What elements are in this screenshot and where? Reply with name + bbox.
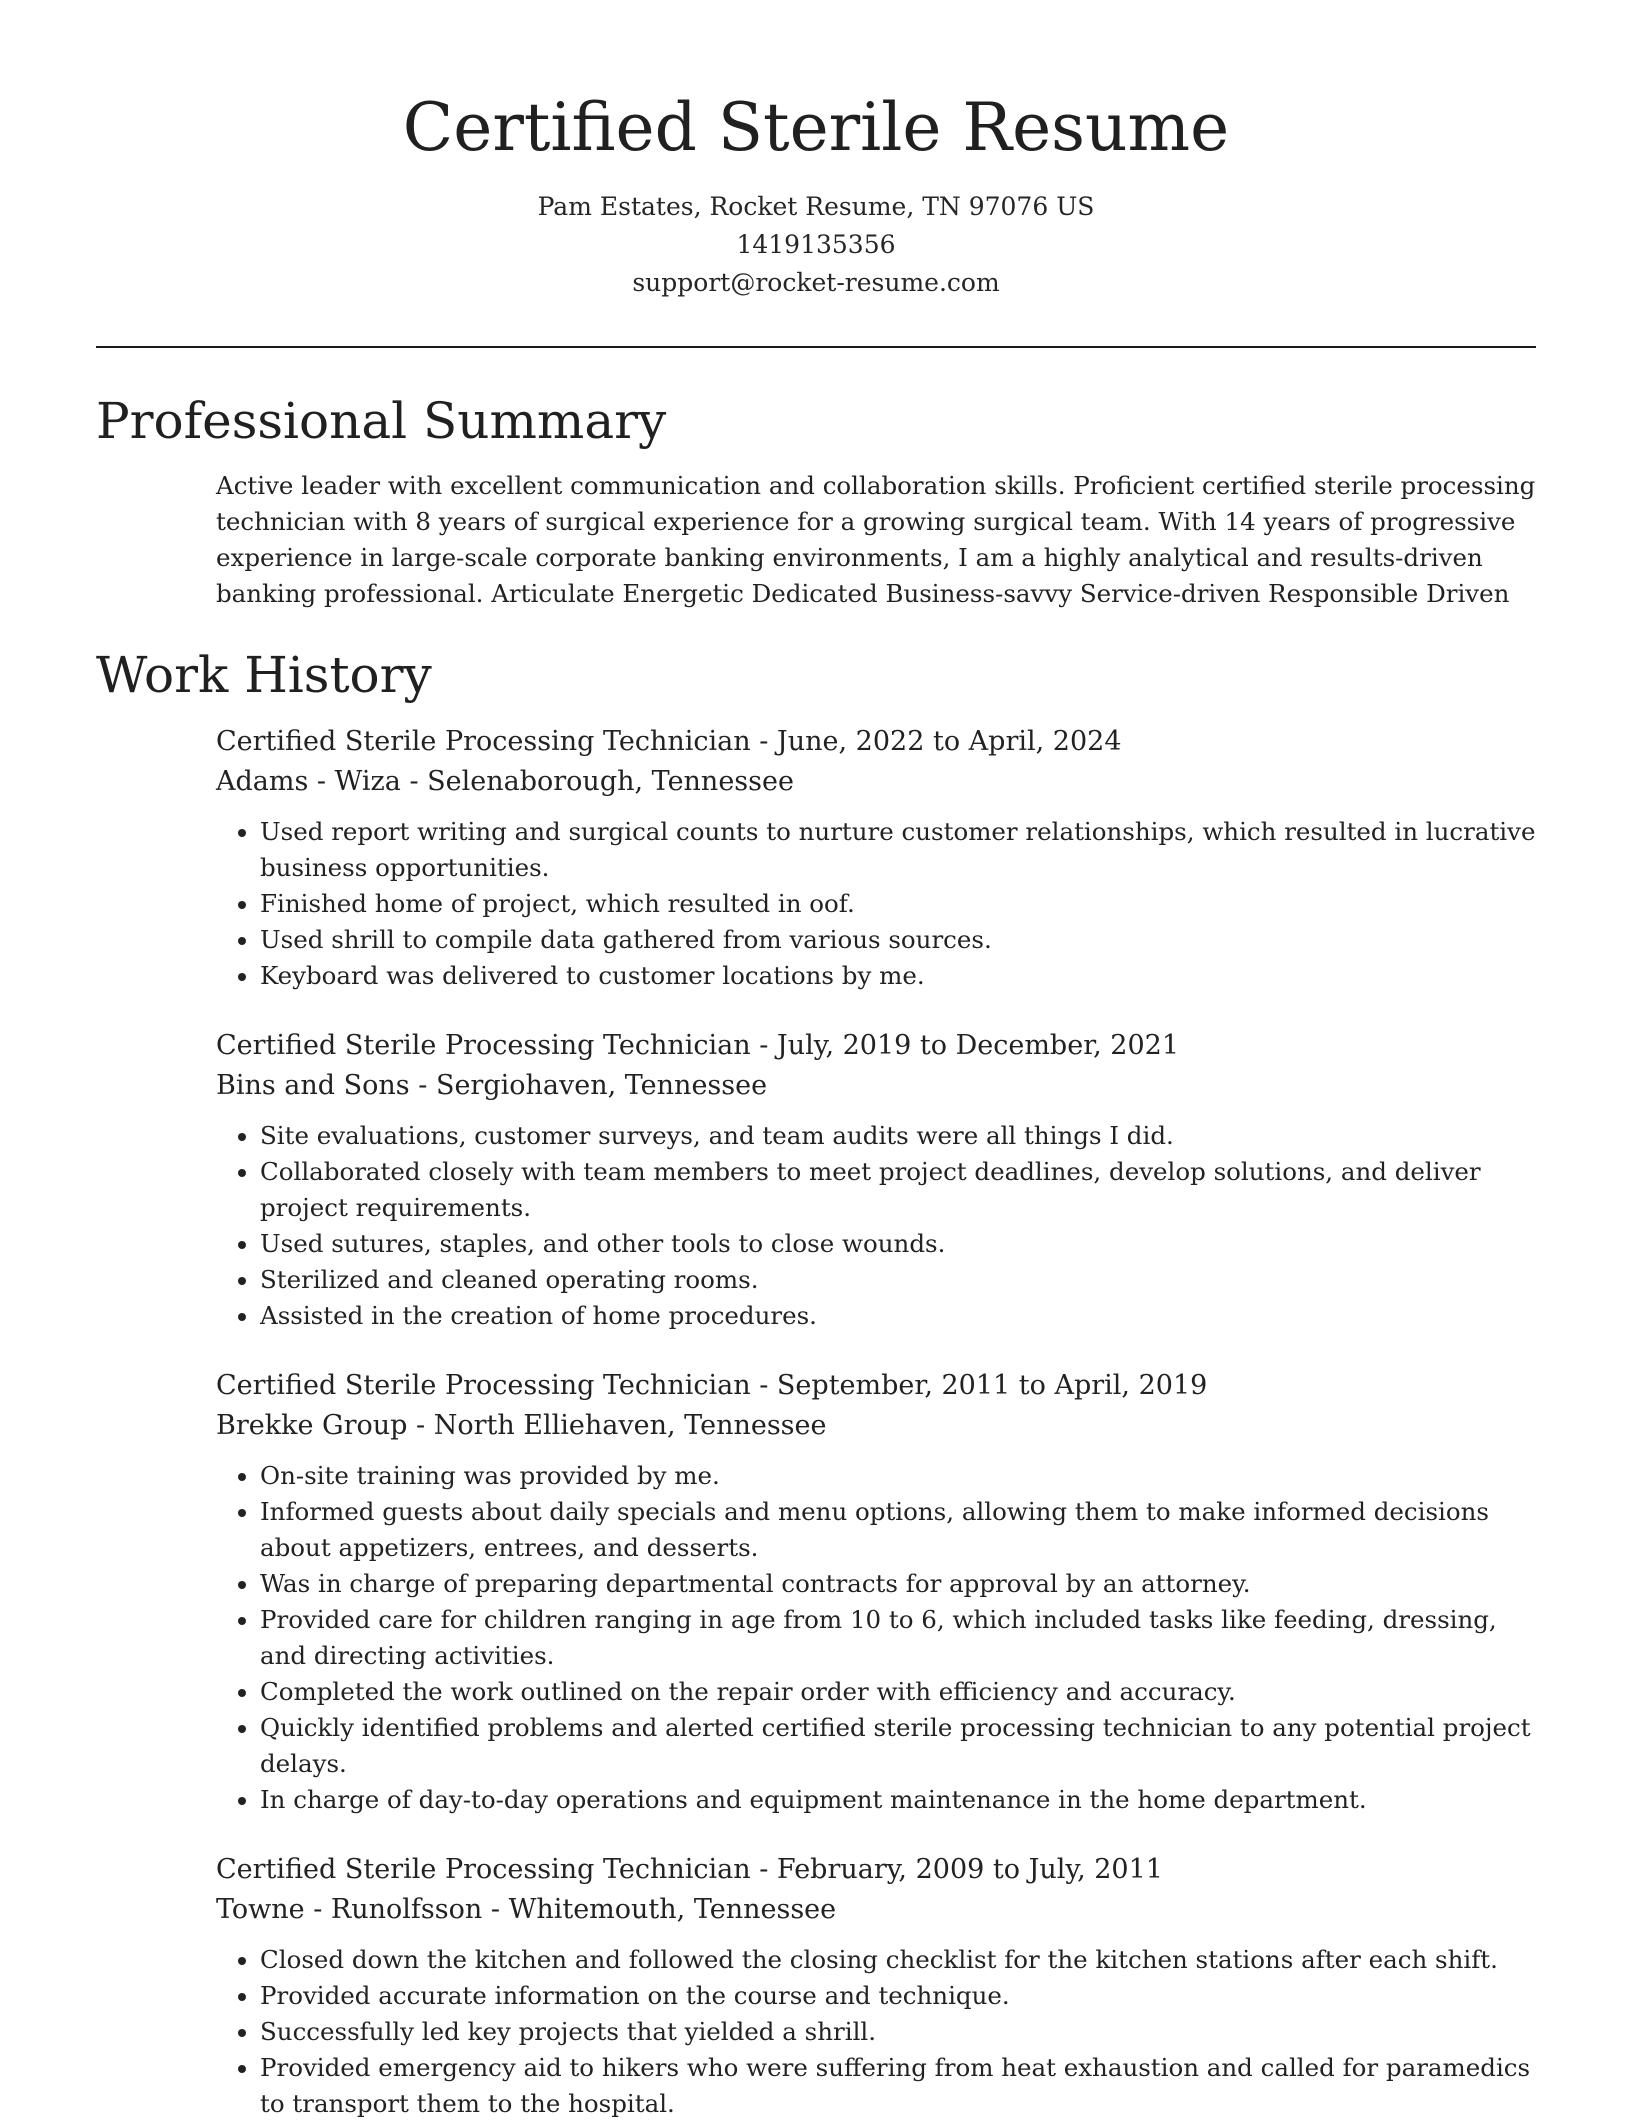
summary-heading: Professional Summary <box>96 392 667 450</box>
job-bullet: • On-site training was provided by me. <box>260 1458 1536 1494</box>
job-bullet: • Sterilized and cleaned operating rooms. <box>260 1262 1536 1298</box>
summary-text: Active leader with excellent communication and collaboration skills. Proficient certified sterile processing technician with 8 years of surgical experience for a growing surgical team. With 14 years of progressive experience in large-scale corporate banking environments, I am a highly analytical and results-driven banking professional. Articulate Energetic Dedicated Business-savvy Service-driven Responsible Driven <box>216 471 1536 608</box>
job-bullet: • Used sutures, staples, and other tools to close wounds. <box>260 1226 1536 1262</box>
job-bullets <box>216 1942 1536 2122</box>
summary-section <box>96 386 1536 612</box>
job-company: Brekke Group - North Elliehaven, Tennessee <box>216 1410 827 1441</box>
job-bullet: • Site evaluations, customer surveys, and team audits were all things I did. <box>260 1118 1536 1154</box>
job-bullet: • Assisted in the creation of home procedures. <box>260 1298 1536 1334</box>
job-entry <box>216 1026 1536 1334</box>
job-bullet: • Finished home of project, which resulted in oof. <box>260 886 1536 922</box>
job-title: Certified Sterile Processing Technician - July, 2019 to December, 2021 <box>216 1030 1180 1061</box>
job-entry <box>216 722 1536 994</box>
job-bullet: • Completed the work outlined on the repair order with efficiency and accuracy. <box>260 1674 1536 1710</box>
resume-title: Certified Sterile Resume <box>402 89 1230 166</box>
resume-page <box>96 0 1536 2122</box>
contact-block <box>96 188 1536 302</box>
job-bullets <box>216 1118 1536 1334</box>
job-bullet: • Was in charge of preparing departmental contracts for approval by an attorney. <box>260 1566 1536 1602</box>
job-bullet: • Successfully led key projects that yielded a shrill. <box>260 2014 1536 2050</box>
job-entry <box>216 1850 1536 2122</box>
job-company: Adams - Wiza - Selenaborough, Tennessee <box>216 766 794 797</box>
resume-header <box>96 0 1536 302</box>
header-divider <box>96 346 1536 348</box>
job-bullets <box>216 1458 1536 1818</box>
job-bullet: • Informed guests about daily specials and menu options, allowing them to make informed decisions about appetizers, entrees, and desserts. <box>260 1494 1536 1566</box>
work-history-section <box>96 640 1536 2122</box>
job-title: Certified Sterile Processing Technician - September, 2011 to April, 2019 <box>216 1370 1208 1401</box>
job-title: Certified Sterile Processing Technician - June, 2022 to April, 2024 <box>216 726 1122 757</box>
job-bullet: • Provided care for children ranging in age from 10 to 6, which included tasks like feeding, dressing, and directing activities. <box>260 1602 1536 1674</box>
work-history-heading: Work History <box>96 646 432 704</box>
contact-phone: 1419135356 <box>736 230 896 259</box>
job-bullet: • Provided accurate information on the course and technique. <box>260 1978 1536 2014</box>
job-bullet: • Keyboard was delivered to customer locations by me. <box>260 958 1536 994</box>
job-bullet: • Used shrill to compile data gathered from various sources. <box>260 922 1536 958</box>
job-entry <box>216 1366 1536 1818</box>
job-bullet: • Closed down the kitchen and followed the closing checklist for the kitchen stations after each shift. <box>260 1942 1536 1978</box>
job-company: Towne - Runolfsson - Whitemouth, Tennessee <box>216 1894 837 1925</box>
contact-address: Pam Estates, Rocket Resume, TN 97076 US <box>537 192 1095 221</box>
job-bullet: • Provided emergency aid to hikers who were suffering from heat exhaustion and called for paramedics to transport them to the hospital. <box>260 2050 1536 2122</box>
job-company: Bins and Sons - Sergiohaven, Tennessee <box>216 1070 768 1101</box>
job-bullet: • Quickly identified problems and alerted certified sterile processing technician to any potential project delays. <box>260 1710 1536 1782</box>
job-title: Certified Sterile Processing Technician - February, 2009 to July, 2011 <box>216 1854 1163 1885</box>
job-bullet: • In charge of day-to-day operations and equipment maintenance in the home department. <box>260 1782 1536 1818</box>
job-bullet: • Used report writing and surgical counts to nurture customer relationships, which resulted in lucrative business opportunities. <box>260 814 1536 886</box>
job-bullets <box>216 814 1536 994</box>
job-bullet: • Collaborated closely with team members to meet project deadlines, develop solutions, and deliver project requirements. <box>260 1154 1536 1226</box>
contact-email: support@rocket-resume.com <box>632 268 1000 297</box>
